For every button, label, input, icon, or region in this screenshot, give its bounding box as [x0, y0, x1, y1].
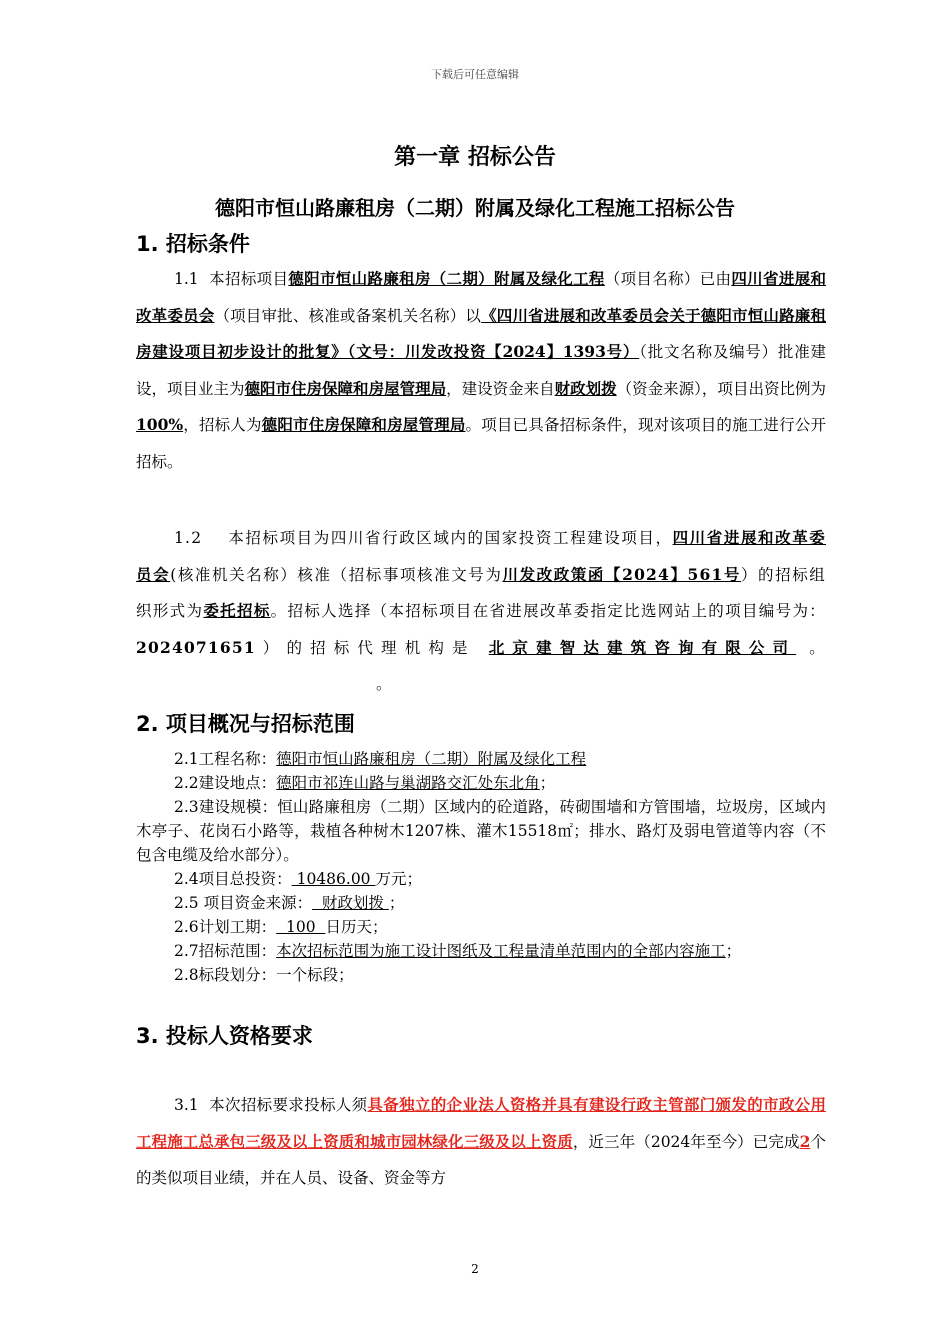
project-number: 2024071651 [136, 637, 256, 657]
approval-number: 川发改政策函【2024】561号 [502, 564, 741, 584]
overview-item-location: 2.2建设地点：德阳市祁连山路与巢湖路交汇处东北角； [174, 774, 556, 792]
paragraph-1-2: 1.2 本招标项目为四川省行政区域内的国家投资工程建设项目，四川省进展和改革委员会(核准机关名称）核准（招标事项核准文号为川发改政策函【2024】561号）的招标组织形式为委托招标。招标人选择（本招标项目在省进展改革委指定比选网站上的项目编号为：2024071651）的招标代理机构是 北京建智达建筑咨询有限公司 。。 [136, 528, 826, 693]
clause-number: 1.1 [174, 270, 199, 288]
fund-source: 财政划拨 [554, 378, 617, 398]
qualification-requirement: 具备独立的企业法人资格并具有建设行政主管部门颁发的市政公用工程施工总承包三级及以上资质和城市园林绿化三级及以上资质 [136, 1095, 826, 1151]
project-owner: 德阳市住房保障和房屋管理局 [244, 378, 447, 398]
chapter-title: 第一章 招标公告 [394, 145, 556, 170]
header-note: 下载后可任意编辑 [431, 68, 519, 81]
approval-body: 四川省进展和改革委员会 [136, 269, 826, 325]
section-3-heading: 3. 投标人资格要求 [136, 1024, 313, 1048]
clause-number: 1.2 [174, 529, 203, 547]
approval-body: 四川省进展和改革委员会 [136, 528, 826, 584]
project-overview-list [136, 747, 826, 987]
overview-item-name: 2.1工程名称：德阳市恒山路廉租房（二期）附属及绿化工程 [174, 750, 587, 768]
overview-item-scale: 2.3建设规模：恒山路廉租房（二期）区域内的砼道路，砖砌围墙和方管围墙，垃圾房，区域内木亭子、花岗石小路等，栽植各种树木1207株、灌木15518㎡；排水、路灯及弱电管道等内容（不包含电缆及给水部分）。 [136, 798, 826, 864]
section-1-heading: 1. 招标条件 [136, 232, 250, 256]
tender-form: 委托招标 [203, 601, 271, 620]
document-title: 德阳市恒山路廉租房（二期）附属及绿化工程施工招标公告 [215, 196, 735, 220]
tenderer: 德阳市住房保障和房屋管理局 [261, 415, 466, 434]
clause-number: 3.1 [174, 1096, 199, 1114]
page-number: 2 [471, 1262, 479, 1276]
overview-item-scope: 2.7招标范围：本次招标范围为施工设计图纸及工程量清单范围内的全部内容施工； [174, 942, 742, 960]
approval-document: 《四川省进展和改革委员会关于德阳市恒山路廉租房建设项目初步设计的批复》（文号：川发改投资【2024】1393号） [136, 305, 826, 361]
paragraph-3-1: 3.1 本次招标要求投标人须具备独立的企业法人资格并具有建设行政主管部门颁发的市政公用工程施工总承包三级及以上资质和城市园林绿化三级及以上资质，近三年（2024年至今）已完成2个的类似项目业绩，并在人员、设备、资金等方 [136, 1095, 826, 1187]
overview-item-investment: 2.4项目总投资： 10486.00 万元； [174, 870, 422, 888]
section-2-heading: 2. 项目概况与招标范围 [136, 712, 355, 736]
paragraph-1-1: 1.1 本招标项目德阳市恒山路廉租房（二期）附属及绿化工程（项目名称）已由四川省进展和改革委员会（项目审批、核准或备案机关名称）以《四川省进展和改革委员会关于德阳市恒山路廉租房建设项目初步设计的批复》（文号：川发改投资【2024】1393号）（批文名称及编号）批准建设，项目业主为德阳市住房保障和房屋管理局，建设资金来自财政划拨（资金来源），项目出资比例为100%，招标人为德阳市住房保障和房屋管理局。项目已具备招标条件，现对该项目的施工进行公开招标。 [136, 269, 826, 471]
tender-agency: 北京建智达建筑咨询有限公司 [488, 637, 797, 657]
project-count: 2 [799, 1131, 811, 1151]
overview-item-fund-source: 2.5 项目资金来源： 财政划拨 ； [174, 894, 405, 912]
overview-item-lots: 2.8标段划分：一个标段； [174, 966, 354, 984]
overview-item-duration: 2.6计划工期： 100 日历天； [174, 918, 388, 936]
project-name: 德阳市恒山路廉租房（二期）附属及绿化工程 [288, 269, 605, 288]
investment-ratio: 100% [136, 415, 184, 434]
